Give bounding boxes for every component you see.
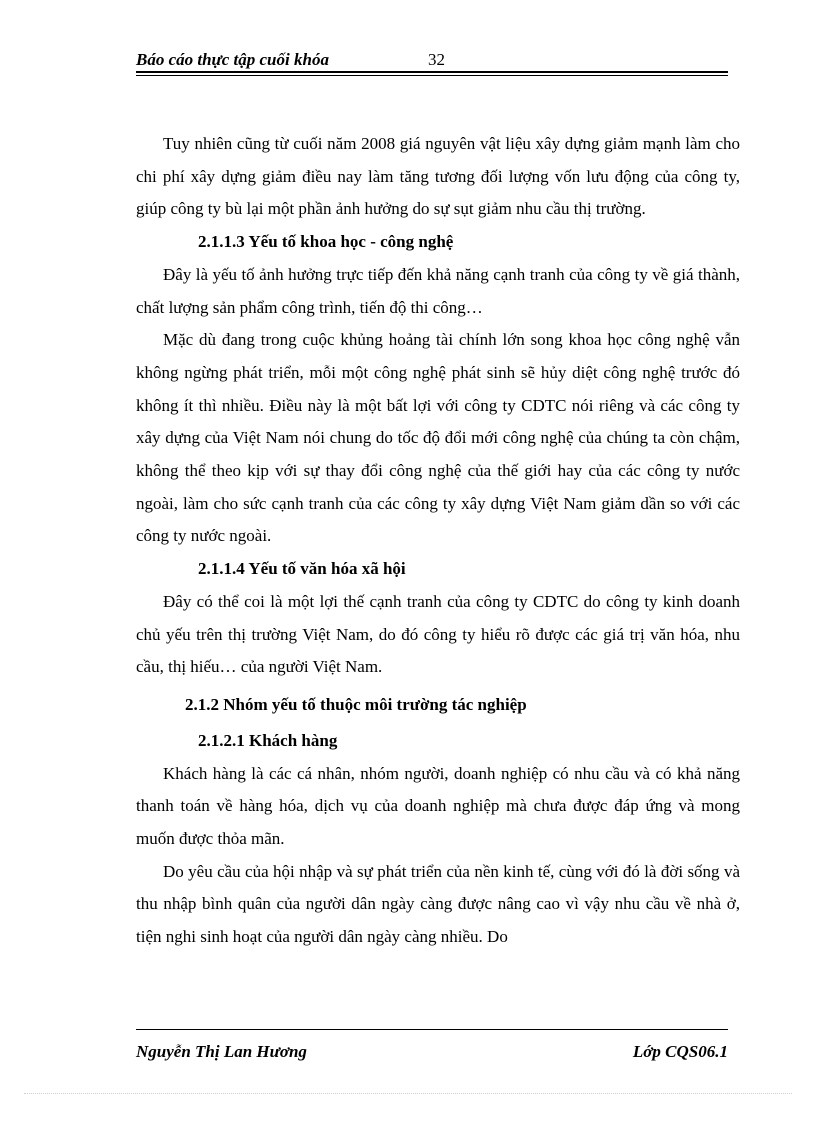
paragraph: Do yêu cầu của hội nhập và sự phát triển của nền kinh tế, cùng với đó là đời sống và thu nhập bình quân của người dân ngày càng được nâng cao vì vậy nhu cầu về nhà ở, tiện nghi sinh hoạt của người dân ngày càng nhiều. Do	[136, 861, 740, 947]
section-heading-2114: 2.1.1.4 Yếu tố văn hóa xã hội	[198, 559, 406, 579]
header-divider	[136, 71, 728, 76]
author-name: Nguyễn Thị Lan Hương	[136, 1042, 307, 1061]
section-heading-2113: 2.1.1.3 Yếu tố khoa học - công nghệ	[198, 232, 454, 252]
page-number: 32	[428, 50, 445, 69]
class-code: Lớp CQS06.1	[632, 1042, 728, 1061]
section-heading-212: 2.1.2 Nhóm yếu tố thuộc môi trường tác nghiệp	[185, 694, 527, 714]
document-body	[136, 128, 740, 954]
paragraph: Khách hàng là các cá nhân, nhóm người, doanh nghiệp có nhu cầu và có khả năng thanh toán về hàng hóa, dịch vụ của doanh nghiệp mà chưa được đáp ứng và mong muốn được thỏa mãn.	[136, 763, 740, 849]
paragraph: Tuy nhiên cũng từ cuối năm 2008 giá nguyên vật liệu xây dựng giảm mạnh làm cho chi phí xây dựng giảm điều nay làm tăng tương đối lượng vốn lưu động của công ty, giúp công ty bù lại một phần ảnh hưởng do sự sụt giảm nhu cầu thị trường.	[136, 134, 740, 219]
page-edge-line	[24, 1093, 792, 1094]
paragraph: Đây là yếu tố ảnh hưởng trực tiếp đến khả năng cạnh tranh của công ty về giá thành, chất lượng sản phẩm công trình, tiến độ thi công…	[136, 264, 740, 317]
paragraph: Mặc dù đang trong cuộc khủng hoảng tài chính lớn song khoa học công nghệ vẫn không ngừng phát triển, mỗi một công nghệ phát sinh sẽ hủy diệt công nghệ trước đó không ít thì nhiều. Điều này là một bất lợi với công ty CDTC nói riêng và các công ty xây dựng của Việt Nam nói chung do tốc độ đổi mới công nghệ của chúng ta còn chậm, không thể theo kịp với sự thay đổi công nghệ của thế giới hay của các công ty nước ngoài, làm cho sức cạnh tranh của các công ty xây dựng Việt Nam giảm dần so với các công ty nước ngoài.	[136, 330, 740, 546]
page-footer	[136, 1042, 728, 1064]
page-header	[136, 50, 728, 70]
footer-divider	[136, 1029, 728, 1030]
paragraph: Đây có thể coi là một lợi thế cạnh tranh của công ty CDTC do công ty kinh doanh chủ yếu trên thị trường Việt Nam, do đó công ty hiểu rõ được các giá trị văn hóa, nhu cầu, thị hiếu… của người Việt Nam.	[136, 591, 740, 677]
section-heading-2121: 2.1.2.1 Khách hàng	[198, 730, 338, 750]
report-title: Báo cáo thực tập cuối khóa	[136, 50, 329, 69]
